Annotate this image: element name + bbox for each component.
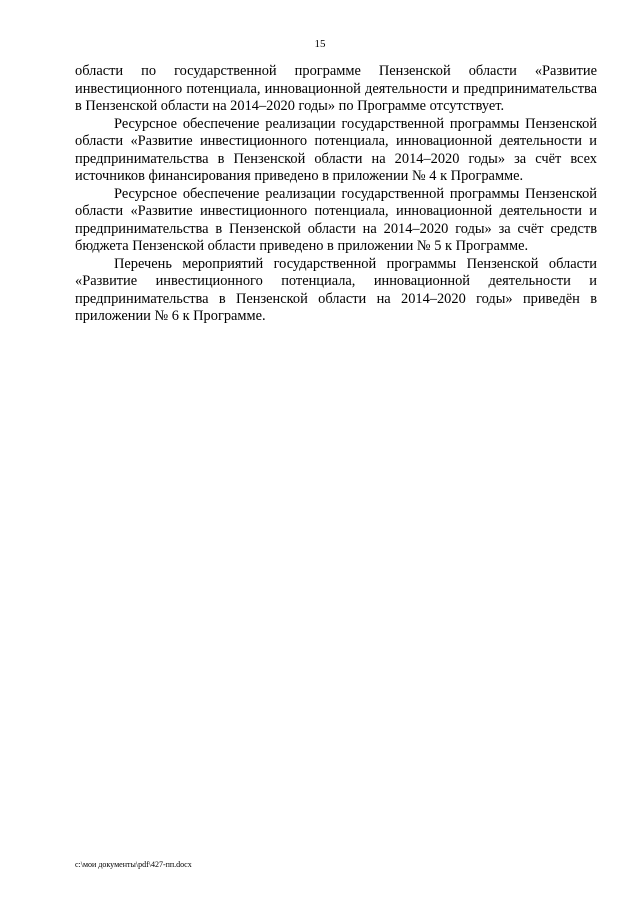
paragraph-activities-list: Перечень мероприятий государственной программы Пензенской области «Развитие инвестиционного потенциала, инновационной деятельности и предпринимательства в Пензенской области на 2014–2020 годы» приведён в приложении № 6 к Программе. bbox=[75, 255, 597, 324]
paragraph-continuation: области по государственной программе Пензенской области «Развитие инвестиционного потенциала, инновационной деятельности и предпринимательства в Пензенской области на 2014–2020 годы» по Программе отсутствует. bbox=[75, 63, 597, 114]
page-number: 15 bbox=[314, 38, 326, 50]
paragraph-resource-regional-budget: Ресурсное обеспечение реализации государственной программы Пензенской области «Развитие инвестиционного потенциала, инновационной деятельности и предпринимательства в Пензенской области на 2014–2020 годы» за счёт средств бюджета Пензенской области приведено в приложении № 5 к Программе. bbox=[75, 185, 597, 254]
document-body bbox=[75, 63, 597, 326]
footer-file-path: c:\мои документы\pdf\427-пп.docx bbox=[75, 860, 192, 869]
paragraph-resource-all-sources: Ресурсное обеспечение реализации государственной программы Пензенской области «Развитие инвестиционного потенциала, инновационной деятельности и предпринимательства в Пензенской области на 2014–2020 годы» за счёт всех источников финансирования приведено в приложении № 4 к Программе. bbox=[75, 115, 597, 184]
